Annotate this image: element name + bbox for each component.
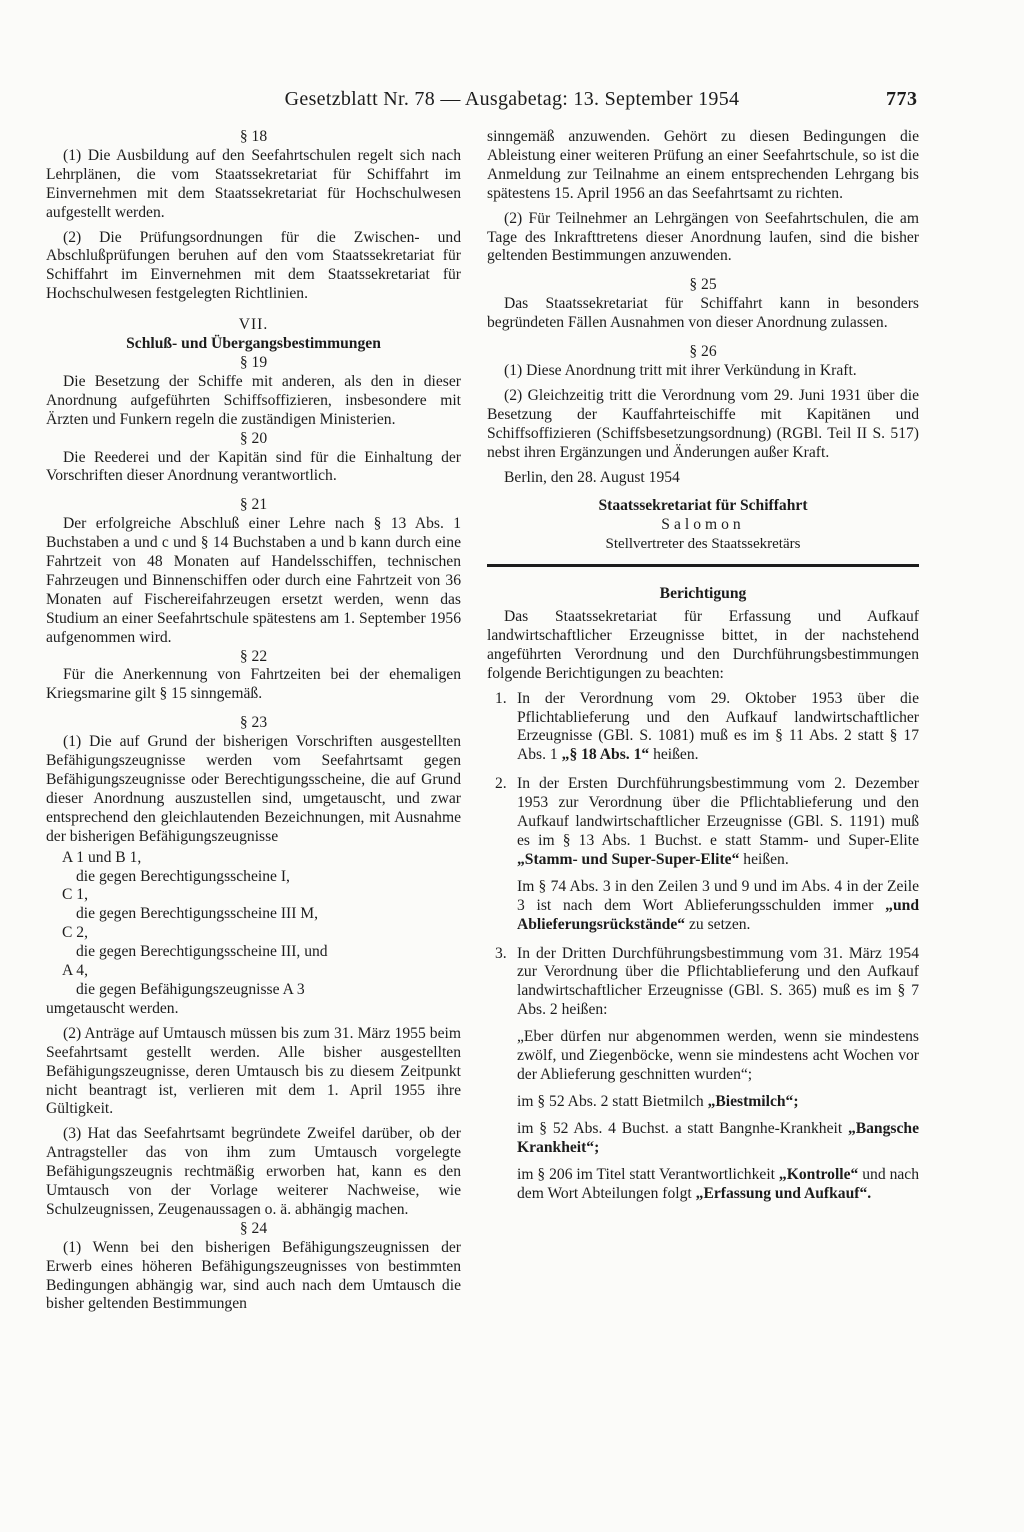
page-header <box>0 86 1024 112</box>
signature-organization: Staatssekretariat für Schiffahrt <box>598 497 808 515</box>
section-18-title: § 18 <box>239 128 268 145</box>
section-23-title: § 23 <box>239 714 268 732</box>
section-18-para-1: (1) Die Ausbildung auf den Seefahrtschulen regelt sich nach Lehrplänen, die vom Staatssekretariat für Schiffahrt im Einvernehmen mit dem Staatssekretariat für Hochschulwesen aufgestellt werden. <box>46 146 461 221</box>
certificate-item: die gegen Berechtigungsscheine III M, <box>76 905 319 923</box>
section-23-para-1-end: umgetauscht werden. <box>46 999 179 1017</box>
section-20-para-1: Die Reederei und der Kapitän sind für die Einhaltung der Vorschriften dieser Anordnung verantwortlich. <box>46 448 461 485</box>
page-number: 773 <box>886 88 918 110</box>
section-26-title: § 26 <box>689 343 717 361</box>
certificate-item: A 1 und B 1, <box>62 848 142 866</box>
section-22-para-1: Für die Anerkennung von Fahrtzeiten bei der ehemaligen Kriegsmarine gilt § 15 sinngemäß. <box>46 666 461 703</box>
correction-item <box>487 775 919 934</box>
correction-item <box>487 945 919 1204</box>
correction-number: 3. <box>495 944 507 962</box>
certificate-item: A 4, <box>62 962 88 980</box>
certificate-item: C 1, <box>62 886 88 904</box>
correction-number: 2. <box>495 775 507 793</box>
correction-text: In der Ersten Durchführungsbestimmung vom 2. Dezember 1953 zur Verordnung über die Pflichtablieferung und den Aufkauf landwirtschaftlicher Erzeugnisse (GBl. S. 1191) muß es im § 13 Abs. 1 Buchst. e statt Stamm- und Super-Elite „Stamm- und Super-Super-Elite“ heißen. <box>517 775 919 868</box>
date-place: Berlin, den 28. August 1954 <box>504 468 680 486</box>
section-18-para-2: (2) Die Prüfungsordnungen für die Zwischen- und Abschlußprüfungen beruhen auf den vom Staatssekretariat für Schiffahrt im Einvernehmen mit dem Staatssekretariat für Hochschulwesen festgelegten Richtlinien. <box>46 228 461 303</box>
signature-role: Stellvertreter des Staatssekretärs <box>605 536 801 553</box>
right-column <box>487 128 919 1213</box>
section-26-para-1: (1) Diese Anordnung tritt mit ihrer Verkündung in Kraft. <box>504 361 857 379</box>
certificate-item: die gegen Befähigungszeugnisse A 3 <box>76 980 305 998</box>
signature-block <box>487 497 919 554</box>
correction-intro: Das Staatssekretariat für Erfassung und Aufkauf landwirtschaftlicher Erzeugnisse bittet, in der nachstehend angeführten Verordnung und den Durchführungsbestimmungen folgende Berichtigungen zu beachten: <box>487 608 919 682</box>
section-24-para-1-continued: sinngemäß anzuwenden. Gehört zu diesen Bedingungen die Ableistung einer weiteren Prüfung an einer Seefahrtschule, so ist die Anmeldung zur Teilnahme an einem entsprechenden Lehrgang bis spätestens 15. April 1956 an das Seefahrtsamt zu richten. <box>487 128 919 202</box>
section-24-para-1: (1) Wenn bei den bisherigen Befähigungszeugnissen der Erwerb eines höheren Befähigungszeugnisses von bestimmten Bedingungen abhängig war, sind auch nach dem Umtausch die bisher geltenden Bestimmungen <box>46 1238 461 1313</box>
correction-subtext: im § 52 Abs. 2 statt Bietmilch „Biestmilch“; <box>517 1092 799 1110</box>
section-21-para-1: Der erfolgreiche Abschluß einer Lehre nach § 13 Abs. 1 Buchstaben a und c und § 14 Buchstaben a und b kann durch eine Fahrtzeit von 48 Monaten auf Handelsschiffen, technischen Fahrzeugen und Binnenschiffen oder durch eine Fahrtzeit von 36 Monaten auf Fischereifahrzeugen ersetzt werden, wenn das Studium an einer Seefahrtschule spätestens am 1. September 1956 aufgenommen wird. <box>46 515 461 646</box>
certificate-item: die gegen Berechtigungsscheine III, und <box>76 943 328 961</box>
correction-subtext: im § 206 im Titel statt Verantwortlichkeit „Kontrolle“ und nach dem Wort Abteilungen folgt „Erfassung und Aufkauf“. <box>517 1165 920 1202</box>
certificate-item: die gegen Berechtigungsscheine I, <box>76 867 290 885</box>
section-23-para-1: (1) Die auf Grund der bisherigen Vorschriften ausgestellten Befähigungszeugnisse werden vom Seefahrtsamt gegen Befähigungszeugnisse oder Berechtigungsscheine, die auf Grund dieser Anordnung auszustellen sind, umgetauscht, und zwar entsprechend den gleichlautenden Bezeichnungen, mit Ausnahme der bisherigen Befähigungszeugnisse <box>46 733 461 845</box>
certificate-item: C 2, <box>62 924 88 942</box>
section-24-title: § 24 <box>239 1219 268 1237</box>
section-divider <box>487 564 919 567</box>
left-column <box>46 128 461 1314</box>
section-19-para-1: Die Besetzung der Schiffe mit anderen, als den in dieser Anordnung aufgeführten Schiffsoffizieren, insbesondere mit Ärzten und Funkern regeln die zuständigen Ministerien. <box>46 372 461 428</box>
signature-name: Salomon <box>661 516 745 534</box>
section-19-title: § 19 <box>239 353 268 371</box>
section-24-para-2: (2) Für Teilnehmer an Lehrgängen von Seefahrtschulen, die am Tage des Inkrafttretens dieser Anordnung laufen, sind die bisher geltenden Bestimmungen anzuwenden. <box>487 209 919 265</box>
section-22-title: § 22 <box>239 647 268 665</box>
section-20-title: § 20 <box>239 429 268 447</box>
correction-text: In der Dritten Durchführungsbestimmung vom 31. März 1954 zur Verordnung über die Pflichtablieferung und den Aufkauf landwirtschaftlicher Erzeugnisse (GBl. S. 365) muß es im § 7 Abs. 2 heißen: <box>517 944 919 1019</box>
section-23-para-3: (3) Hat das Seefahrtsamt begründete Zweifel darüber, ob der Antragsteller das von ihm zum Umtausch vorgelegte Befähigungszeugnis rechtmäßig erworben hat, kann es den Umtausch von der Vorlage weiterer Nachweise, wie Schulzeugnissen, Zeugenaussagen o. ä. abhängig machen. <box>46 1125 461 1218</box>
part-number: VII. <box>238 316 269 334</box>
gazette-title: Gesetzblatt Nr. 78 — Ausgabetag: 13. September 1954 <box>284 88 740 110</box>
section-25-title: § 25 <box>689 276 717 294</box>
section-21-title: § 21 <box>239 496 268 514</box>
correction-text: In der Verordnung vom 29. Oktober 1953 über die Pflichtablieferung und den Aufkauf landwirtschaftlicher Erzeugnisse (GBl. S. 1081) muß es im § 11 Abs. 2 statt § 17 Abs. 1 „§ 18 Abs. 1“ heißen. <box>517 689 919 764</box>
section-25-para-1: Das Staatssekretariat für Schiffahrt kann in besonders begründeten Fällen Ausnahmen von dieser Anordnung zulassen. <box>487 295 919 332</box>
correction-quote: „Eber dürfen nur abgenommen werden, wenn sie mindestens zwölf, und Ziegenböcke, wenn sie mindestens acht Wochen vor der Ablieferung geschnitten wurden“; <box>517 1028 919 1083</box>
section-26-para-2: (2) Gleichzeitig tritt die Verordnung vom 29. Juni 1931 über die Besetzung der Kauffahrteischiffe mit Kapitänen und Schiffsoffizieren (Schiffsbesetzungsordnung) (RGBl. Teil II S. 517) nebst ihren Ergänzungen und Änderungen außer Kraft. <box>487 386 919 461</box>
part-title: Schluß- und Übergangsbestimmungen <box>126 335 381 353</box>
correction-subtext: im § 52 Abs. 4 Buchst. a statt Bangnhe-Krankheit „Bangsche Krankheit“; <box>517 1119 919 1156</box>
correction-subtext: Im § 74 Abs. 3 in den Zeilen 3 und 9 und im Abs. 4 in der Zeile 3 ist nach dem Wort Ablieferungsschulden immer „und Ablieferungsrückstände“ zu setzen. <box>517 877 919 933</box>
correction-number: 1. <box>495 689 507 707</box>
correction-list <box>487 690 919 1204</box>
certificate-list <box>62 849 461 1000</box>
correction-item <box>487 690 919 766</box>
correction-title: Berichtigung <box>659 585 747 603</box>
section-23-para-2: (2) Anträge auf Umtausch müssen bis zum 31. März 1955 beim Seefahrtsamt gestellt werden. Alle bisher ausgestellten Befähigungszeugnisse, deren Umtausch bis zu diesem Zeitpunkt nicht beantragt ist, verlieren mit dem 1. April 1955 ihre Gültigkeit. <box>46 1024 461 1118</box>
